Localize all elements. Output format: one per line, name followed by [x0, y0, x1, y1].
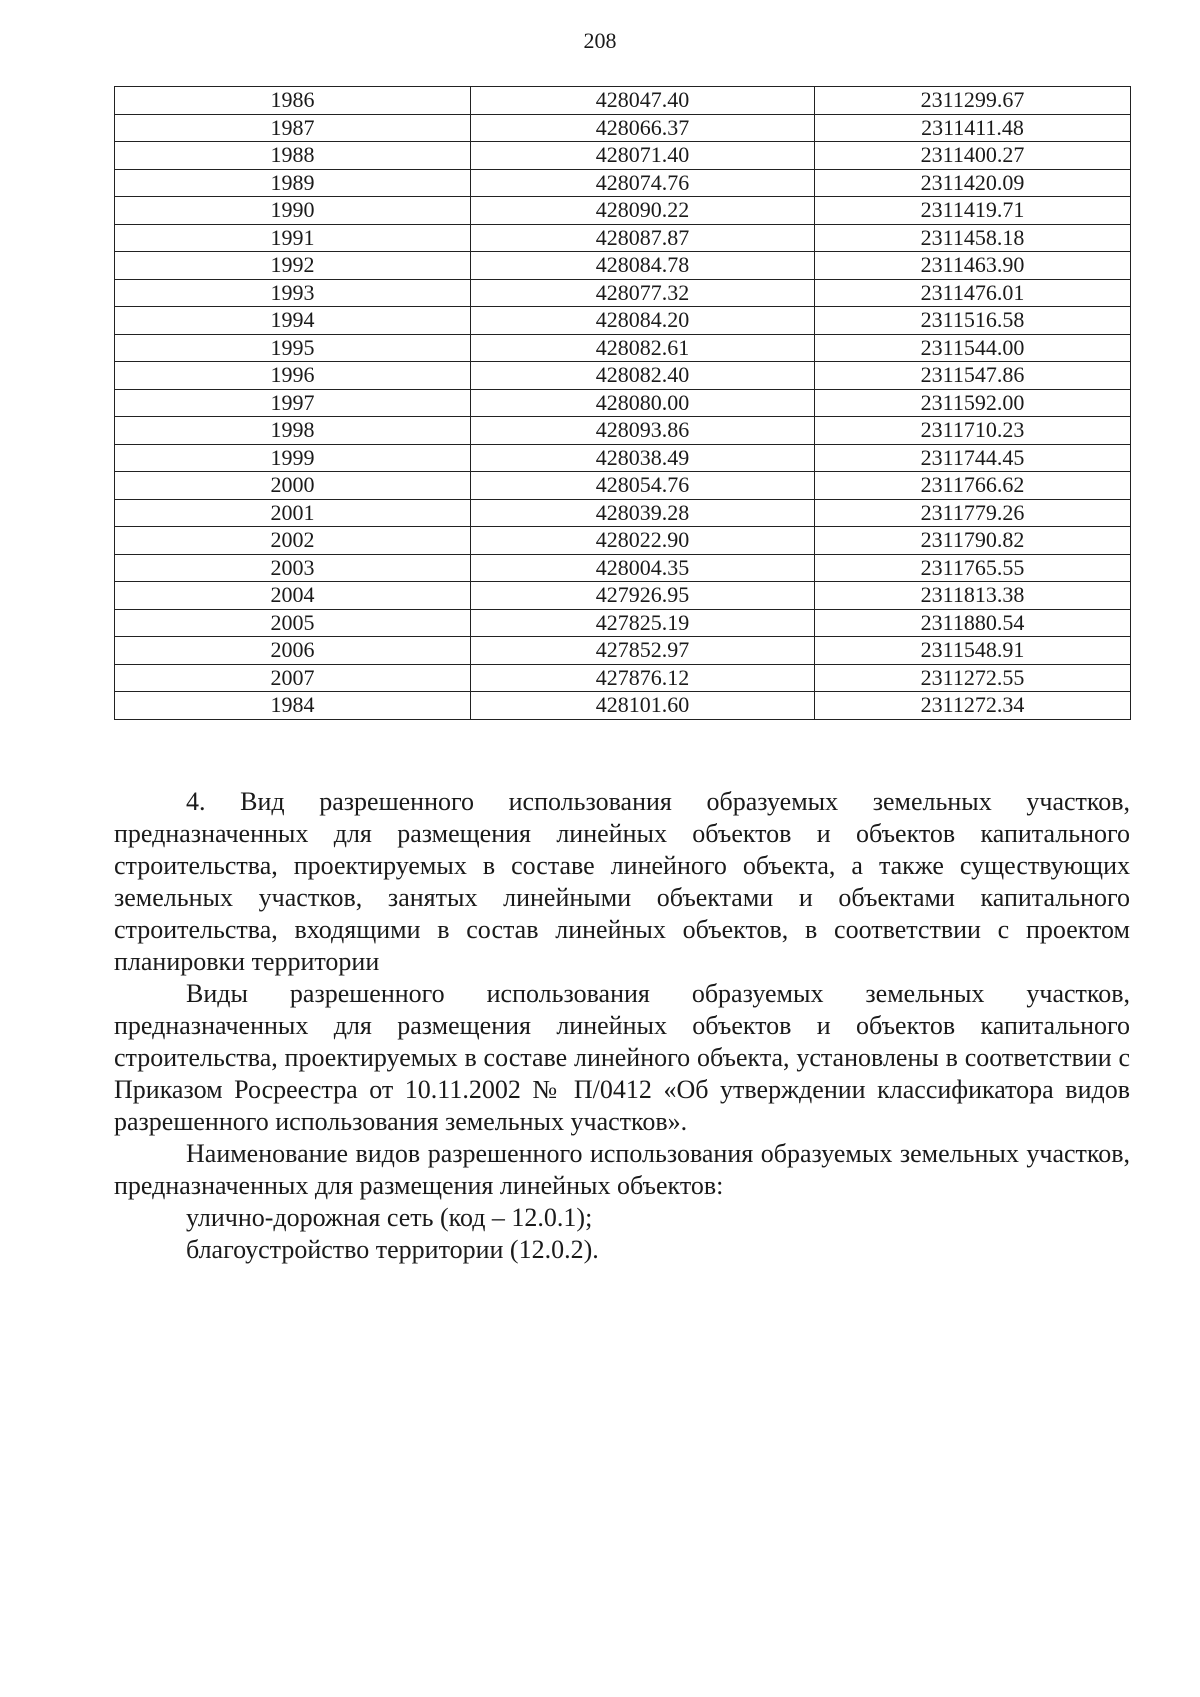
- x-coordinate-cell: 428004.35: [471, 554, 815, 582]
- y-coordinate-cell: 2311272.34: [815, 692, 1131, 720]
- point-number-cell: 1987: [115, 114, 471, 142]
- x-coordinate-cell: 427926.95: [471, 582, 815, 610]
- table-row: [115, 664, 1131, 692]
- y-coordinate-cell: 2311790.82: [815, 527, 1131, 555]
- table-row: [115, 252, 1131, 280]
- table-row: [115, 609, 1131, 637]
- table-row: [115, 114, 1131, 142]
- x-coordinate-cell: 428066.37: [471, 114, 815, 142]
- y-coordinate-cell: 2311547.86: [815, 362, 1131, 390]
- x-coordinate-cell: 428071.40: [471, 142, 815, 170]
- table-row: [115, 307, 1131, 335]
- point-number-cell: 2000: [115, 472, 471, 500]
- point-number-cell: 2003: [115, 554, 471, 582]
- table-row: [115, 692, 1131, 720]
- y-coordinate-cell: 2311400.27: [815, 142, 1131, 170]
- x-coordinate-cell: 427876.12: [471, 664, 815, 692]
- point-number-cell: 1997: [115, 389, 471, 417]
- point-number-cell: 2002: [115, 527, 471, 555]
- table-row: [115, 279, 1131, 307]
- document-text: [114, 786, 1130, 1266]
- x-coordinate-cell: 428038.49: [471, 444, 815, 472]
- table-row: [115, 334, 1131, 362]
- x-coordinate-cell: 428101.60: [471, 692, 815, 720]
- table-row: [115, 472, 1131, 500]
- y-coordinate-cell: 2311544.00: [815, 334, 1131, 362]
- point-number-cell: 1999: [115, 444, 471, 472]
- x-coordinate-cell: 428047.40: [471, 87, 815, 115]
- x-coordinate-cell: 428087.87: [471, 224, 815, 252]
- point-number-cell: 2005: [115, 609, 471, 637]
- x-coordinate-cell: 427852.97: [471, 637, 815, 665]
- y-coordinate-cell: 2311765.55: [815, 554, 1131, 582]
- x-coordinate-cell: 428082.40: [471, 362, 815, 390]
- page-number: 208: [583, 28, 617, 53]
- y-coordinate-cell: 2311744.45: [815, 444, 1131, 472]
- x-coordinate-cell: 428084.20: [471, 307, 815, 335]
- coordinates-table: [114, 86, 1131, 720]
- y-coordinate-cell: 2311476.01: [815, 279, 1131, 307]
- table-row: [115, 389, 1131, 417]
- y-coordinate-cell: 2311299.67: [815, 87, 1131, 115]
- y-coordinate-cell: 2311592.00: [815, 389, 1131, 417]
- y-coordinate-cell: 2311813.38: [815, 582, 1131, 610]
- x-coordinate-cell: 428074.76: [471, 169, 815, 197]
- point-number-cell: 2001: [115, 499, 471, 527]
- x-coordinate-cell: 428093.86: [471, 417, 815, 445]
- point-number-cell: 1984: [115, 692, 471, 720]
- y-coordinate-cell: 2311411.48: [815, 114, 1131, 142]
- table-row: [115, 169, 1131, 197]
- y-coordinate-cell: 2311458.18: [815, 224, 1131, 252]
- section-heading: 4. Вид разрешенного использования образуемых земельных участков, предназначенных для размещения линейных объектов и объектов капитального строительства, проектируемых в составе линейного объекта, а также существующих земельных участков, занятых линейными объектами и объектами капитального строительства, входящими в состав линейных объектов, в соответствии с проектом планировки территории: [114, 787, 1130, 976]
- y-coordinate-cell: 2311766.62: [815, 472, 1131, 500]
- table-row: [115, 527, 1131, 555]
- point-number-cell: 1988: [115, 142, 471, 170]
- point-number-cell: 1994: [115, 307, 471, 335]
- table-row: [115, 362, 1131, 390]
- table-row: [115, 637, 1131, 665]
- x-coordinate-cell: 427825.19: [471, 609, 815, 637]
- y-coordinate-cell: 2311419.71: [815, 197, 1131, 225]
- x-coordinate-cell: 428082.61: [471, 334, 815, 362]
- point-number-cell: 1992: [115, 252, 471, 280]
- y-coordinate-cell: 2311463.90: [815, 252, 1131, 280]
- table-row: [115, 582, 1131, 610]
- point-number-cell: 1986: [115, 87, 471, 115]
- list-item: благоустройство территории (12.0.2).: [186, 1235, 599, 1264]
- point-number-cell: 1996: [115, 362, 471, 390]
- x-coordinate-cell: 428039.28: [471, 499, 815, 527]
- point-number-cell: 2007: [115, 664, 471, 692]
- coordinates-table-body: [115, 87, 1131, 720]
- point-number-cell: 1990: [115, 197, 471, 225]
- x-coordinate-cell: 428084.78: [471, 252, 815, 280]
- x-coordinate-cell: 428054.76: [471, 472, 815, 500]
- x-coordinate-cell: 428022.90: [471, 527, 815, 555]
- table-row: [115, 499, 1131, 527]
- table-row: [115, 142, 1131, 170]
- table-row: [115, 197, 1131, 225]
- paragraph: Виды разрешенного использования образуемых земельных участков, предназначенных для размещения линейных объектов и объектов капитального строительства, проектируемых в составе линейного объекта, установлены в соответствии с Приказом Росреестра от 10.11.2002 № П/0412 «Об утверждении классификатора видов разрешенного использования земельных участков».: [114, 979, 1130, 1136]
- table-row: [115, 417, 1131, 445]
- x-coordinate-cell: 428080.00: [471, 389, 815, 417]
- x-coordinate-cell: 428077.32: [471, 279, 815, 307]
- y-coordinate-cell: 2311516.58: [815, 307, 1131, 335]
- point-number-cell: 1998: [115, 417, 471, 445]
- point-number-cell: 1993: [115, 279, 471, 307]
- y-coordinate-cell: 2311548.91: [815, 637, 1131, 665]
- paragraph: Наименование видов разрешенного использования образуемых земельных участков, предназначенных для размещения линейных объектов:: [114, 1139, 1130, 1200]
- point-number-cell: 2006: [115, 637, 471, 665]
- list-item: улично-дорожная сеть (код – 12.0.1);: [186, 1203, 593, 1232]
- y-coordinate-cell: 2311779.26: [815, 499, 1131, 527]
- table-row: [115, 554, 1131, 582]
- point-number-cell: 2004: [115, 582, 471, 610]
- table-row: [115, 224, 1131, 252]
- y-coordinate-cell: 2311272.55: [815, 664, 1131, 692]
- table-row: [115, 87, 1131, 115]
- point-number-cell: 1995: [115, 334, 471, 362]
- point-number-cell: 1989: [115, 169, 471, 197]
- y-coordinate-cell: 2311420.09: [815, 169, 1131, 197]
- x-coordinate-cell: 428090.22: [471, 197, 815, 225]
- y-coordinate-cell: 2311880.54: [815, 609, 1131, 637]
- point-number-cell: 1991: [115, 224, 471, 252]
- table-row: [115, 444, 1131, 472]
- y-coordinate-cell: 2311710.23: [815, 417, 1131, 445]
